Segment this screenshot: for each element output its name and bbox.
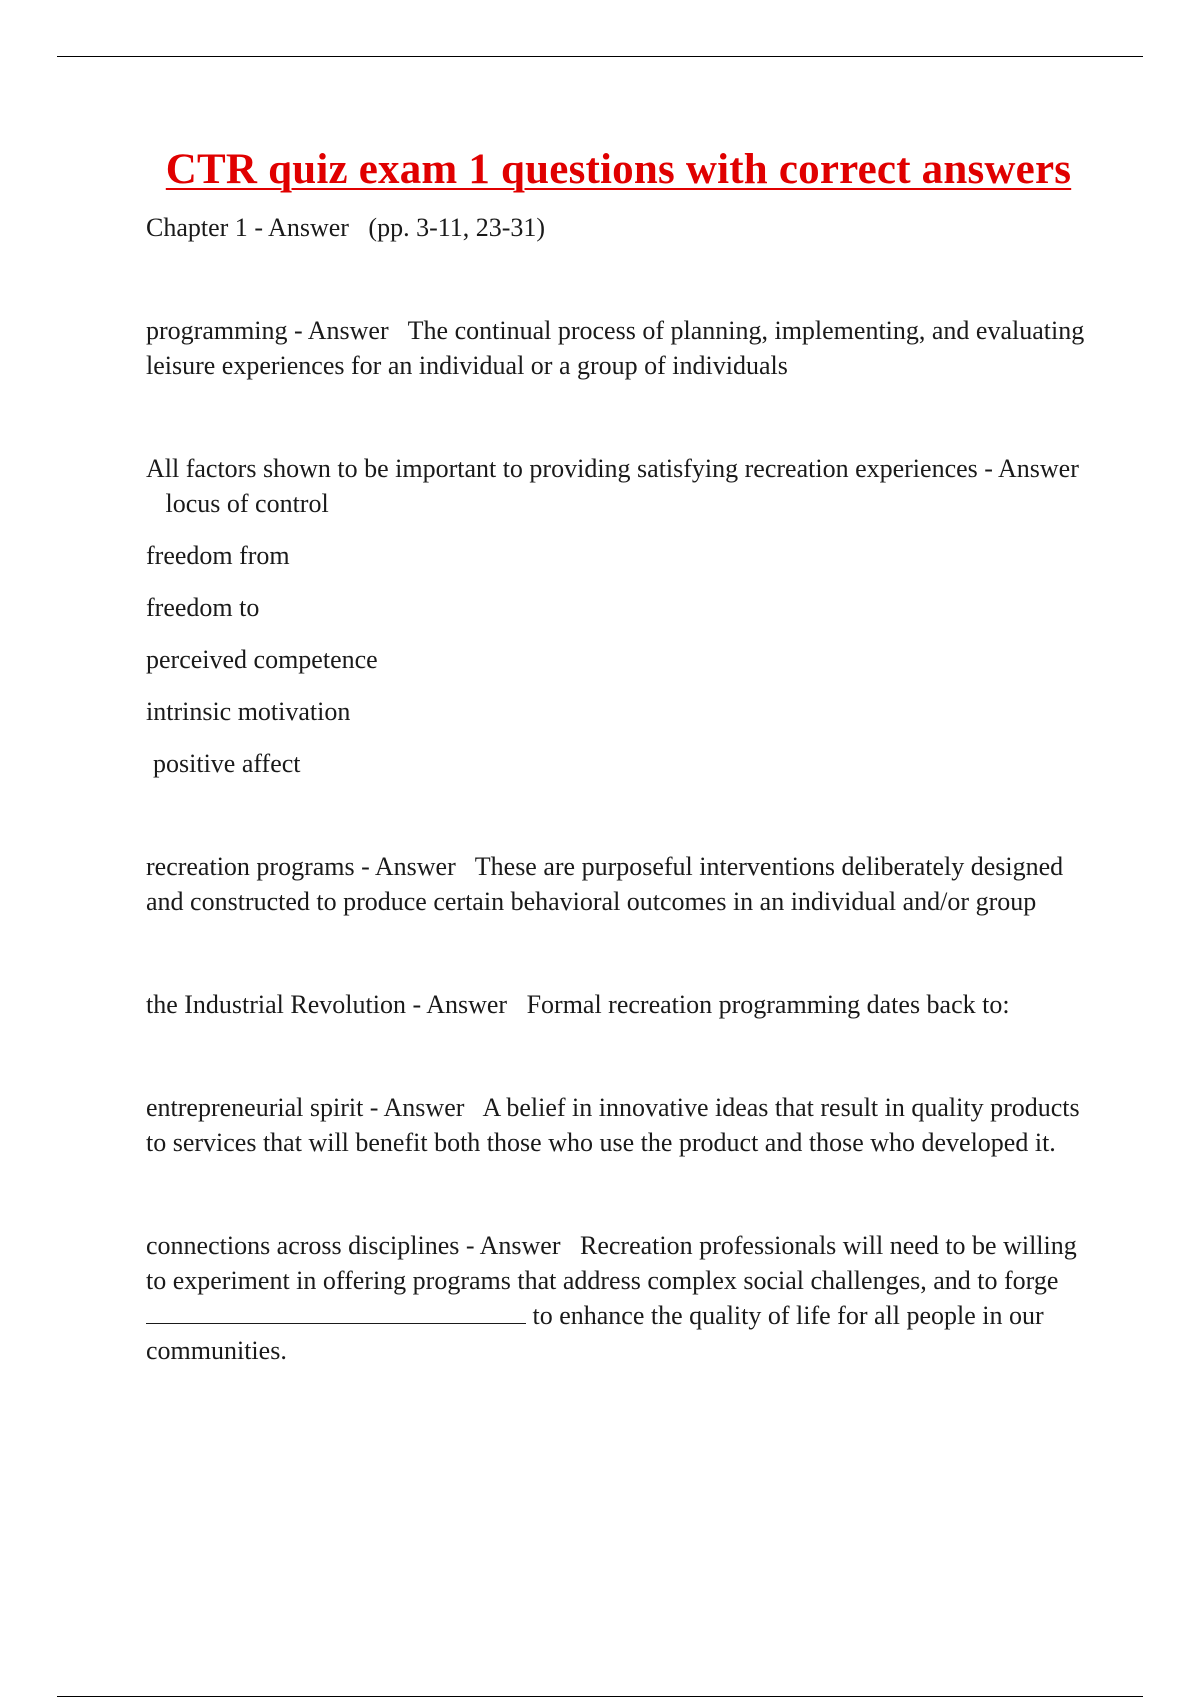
factor-list-item: perceived competence (146, 645, 378, 674)
chapter-pages: (pp. 3-11, 23-31) (368, 213, 546, 242)
entry-text: The continual process of planning, implementing, and evaluating leisure experiences for an individual or a group of individuals (146, 316, 1085, 380)
entry-answer-label: Answer (383, 1093, 465, 1122)
qa-entry: connections across disciplines - Answer Recreation professionals will need to be willing to experiment in offering programs that address complex social challenges, and to forge to enhance the quality of life for all people in our communities. (146, 1231, 1077, 1365)
chapter-term: Chapter 1 (146, 213, 248, 242)
footer-rule (57, 1696, 1143, 1697)
entry-answer-label: Answer (307, 316, 389, 345)
qa-entry: All factors shown to be important to providing satisfying recreation experiences - Answer locus of control (146, 454, 1079, 518)
entry-text-after-blank: to enhance the quality of life for all people in our communities. (146, 1301, 1044, 1365)
qa-entry: programming - Answer The continual process of planning, implementing, and evaluating leisure experiences for an individual or a group of individuals (146, 316, 1085, 380)
entry-text: Recreation professionals will need to be willing to experiment in offering programs that address complex social challenges, and to forge (146, 1231, 1077, 1295)
entry-term: the Industrial Revolution (146, 990, 406, 1019)
entry-term: programming (146, 316, 288, 345)
qa-entry: the Industrial Revolution - Answer Formal recreation programming dates back to: (146, 990, 1010, 1019)
entry-answer-label: Answer (374, 852, 456, 881)
qa-entry: entrepreneurial spirit - Answer A belief in innovative ideas that result in quality products to services that will benefit both those who use the product and those who developed it. (146, 1093, 1080, 1157)
entry-text: A belief in innovative ideas that result in quality products to services that will benefit both those who use the product and those who developed it. (146, 1093, 1080, 1157)
factor-list-item: positive affect (153, 749, 301, 778)
header-rule (57, 56, 1143, 57)
entry-text: Formal recreation programming dates back to: (526, 990, 1010, 1019)
factor-list-item: freedom from (146, 541, 290, 570)
entry-text: These are purposeful interventions deliberately designed and constructed to produce certain behavioral outcomes in an individual and/or group (146, 852, 1064, 916)
chapter-answer-label: Answer (268, 213, 349, 242)
chapter-line: Chapter 1 - Answer (pp. 3-11, 23-31) (146, 213, 546, 242)
entry-term: All factors shown to be important to providing satisfying recreation experiences (146, 454, 978, 483)
factor-list-item: freedom to (146, 593, 260, 622)
document-body (146, 145, 1091, 1368)
entry-text: locus of control (165, 489, 329, 518)
fill-in-blank (146, 1301, 526, 1324)
entry-term: connections across disciplines (146, 1231, 460, 1260)
entry-term: recreation programs (146, 852, 355, 881)
qa-entry: recreation programs - Answer These are purposeful interventions deliberately designed and constructed to produce certain behavioral outcomes in an individual and/or group (146, 852, 1064, 916)
entry-answer-label: Answer (998, 454, 1079, 483)
entry-term: entrepreneurial spirit (146, 1093, 364, 1122)
entry-answer-label: Answer (426, 990, 508, 1019)
factor-list-item: intrinsic motivation (146, 697, 351, 726)
document-title: CTR quiz exam 1 questions with correct answers (165, 146, 1072, 193)
entry-answer-label: Answer (479, 1231, 561, 1260)
